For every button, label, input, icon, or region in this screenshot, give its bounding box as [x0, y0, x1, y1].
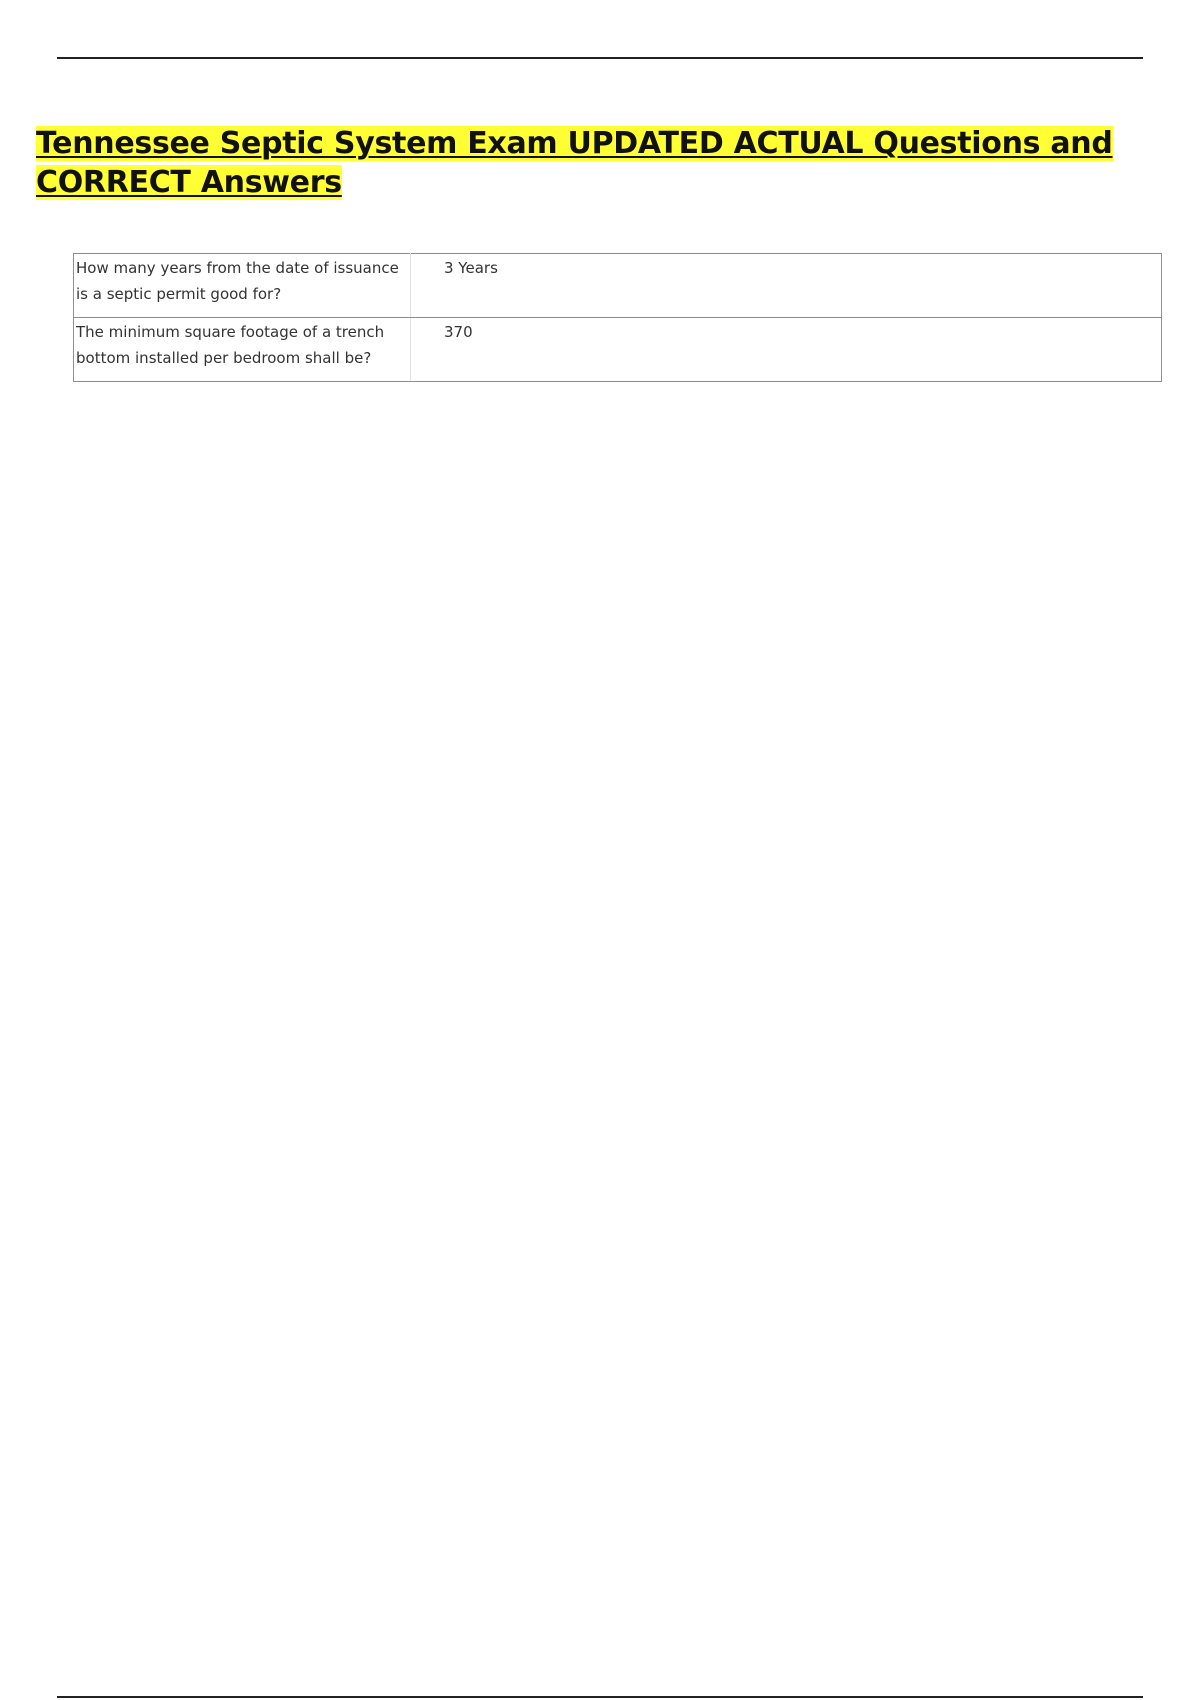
title-highlight: Tennessee Septic System Exam UPDATED ACTUAL Questions and CORRECT Answers: [36, 126, 1113, 200]
qa-table: [73, 253, 1162, 382]
table-row: [74, 254, 1162, 318]
answer-cell: 370: [411, 318, 1162, 382]
answer-cell: 3 Years: [411, 254, 1162, 318]
question-cell: The minimum square footage of a trench bottom installed per bedroom shall be?: [74, 318, 411, 382]
question-cell: How many years from the date of issuance is a septic permit good for?: [74, 254, 411, 318]
document-title: [36, 124, 1166, 202]
header-rule: [57, 57, 1143, 59]
table-row: [74, 318, 1162, 382]
footer-rule: [57, 1696, 1143, 1698]
